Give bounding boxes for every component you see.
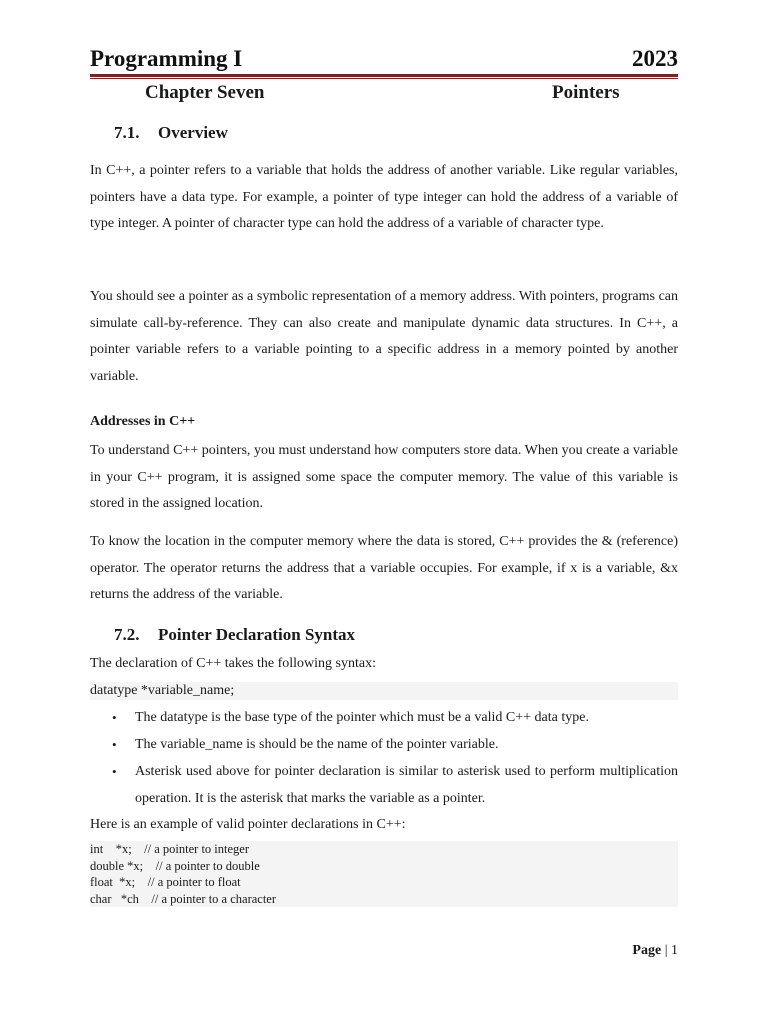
bullet-icon: • <box>112 710 117 725</box>
header-rule-thick <box>90 74 678 77</box>
code-line: int *x; // a pointer to integer <box>90 842 249 856</box>
section-heading-overview <box>114 123 228 143</box>
list-item-text: The datatype is the base type of the pointer which must be a valid C++ data type. <box>135 710 589 725</box>
page-header <box>90 46 678 74</box>
page-number: 1 <box>671 943 678 958</box>
code-line: double *x; // a pointer to double <box>90 858 260 873</box>
declaration-bullet-list <box>90 704 678 812</box>
list-item-text: Asterisk used above for pointer declaration is similar to asterisk used to perform multiplication operation. It is the asterisk that marks the variable as a pointer. <box>135 764 678 806</box>
chapter-topic: Pointers <box>552 82 620 103</box>
list-item-text: The variable_name is should be the name of the pointer variable. <box>135 737 499 752</box>
code-example-block <box>90 841 678 907</box>
overview-paragraph-2: You should see a pointer as a symbolic representation of a memory address. With pointers, programs can simulate call-by-reference. They can also create and manipulate dynamic data structures. In C++, a pointer variable refers to a variable pointing to a specific address in a memory pointed by another variable. <box>90 289 678 384</box>
chapter-title: Chapter Seven <box>145 82 265 103</box>
section-number: 7.1. <box>114 123 140 142</box>
code-line: char *ch // a pointer to a character <box>90 891 277 906</box>
list-item <box>90 704 678 731</box>
course-year: 2023 <box>632 46 678 71</box>
addresses-paragraph-2: To know the location in the computer memory where the data is stored, C++ provides the & (reference) operator. The operator returns the address that a variable occupies. For example, if x is a variable, &x returns the address of the variable. <box>90 534 678 603</box>
example-intro: Here is an example of valid pointer declarations in C++: <box>90 817 406 832</box>
section-title: Overview <box>158 123 228 142</box>
addresses-heading: Addresses in C++ <box>90 414 196 429</box>
section-heading-declaration <box>114 625 355 645</box>
declaration-intro: The declaration of C++ takes the following syntax: <box>90 656 376 671</box>
bullet-icon: • <box>112 764 117 779</box>
page-separator: | <box>664 943 668 958</box>
code-line: float *x; // a pointer to float <box>90 875 241 889</box>
page-label: Page <box>632 943 662 958</box>
chapter-line <box>90 82 678 106</box>
section-number: 7.2. <box>114 625 140 644</box>
section-title: Pointer Declaration Syntax <box>158 625 356 644</box>
addresses-paragraph-1: To understand C++ pointers, you must understand how computers store data. When you create a variable in your C++ program, it is assigned some space the computer memory. The value of this variable is stored in the assigned location. <box>90 443 678 512</box>
header-rule-thin <box>90 78 678 79</box>
bullet-icon: • <box>112 737 117 752</box>
page-footer <box>632 943 678 959</box>
list-item <box>90 731 678 758</box>
overview-paragraph-1: In C++, a pointer refers to a variable that holds the address of another variable. Like regular variables, pointers have a data type. For example, a pointer of type integer can hold the address of a variable of type integer. A pointer of character type can hold the address of a variable of character type. <box>90 163 678 232</box>
course-title: Programming I <box>90 46 243 71</box>
syntax-code-line: datatype *variable_name; <box>90 682 678 700</box>
list-item <box>90 758 678 812</box>
